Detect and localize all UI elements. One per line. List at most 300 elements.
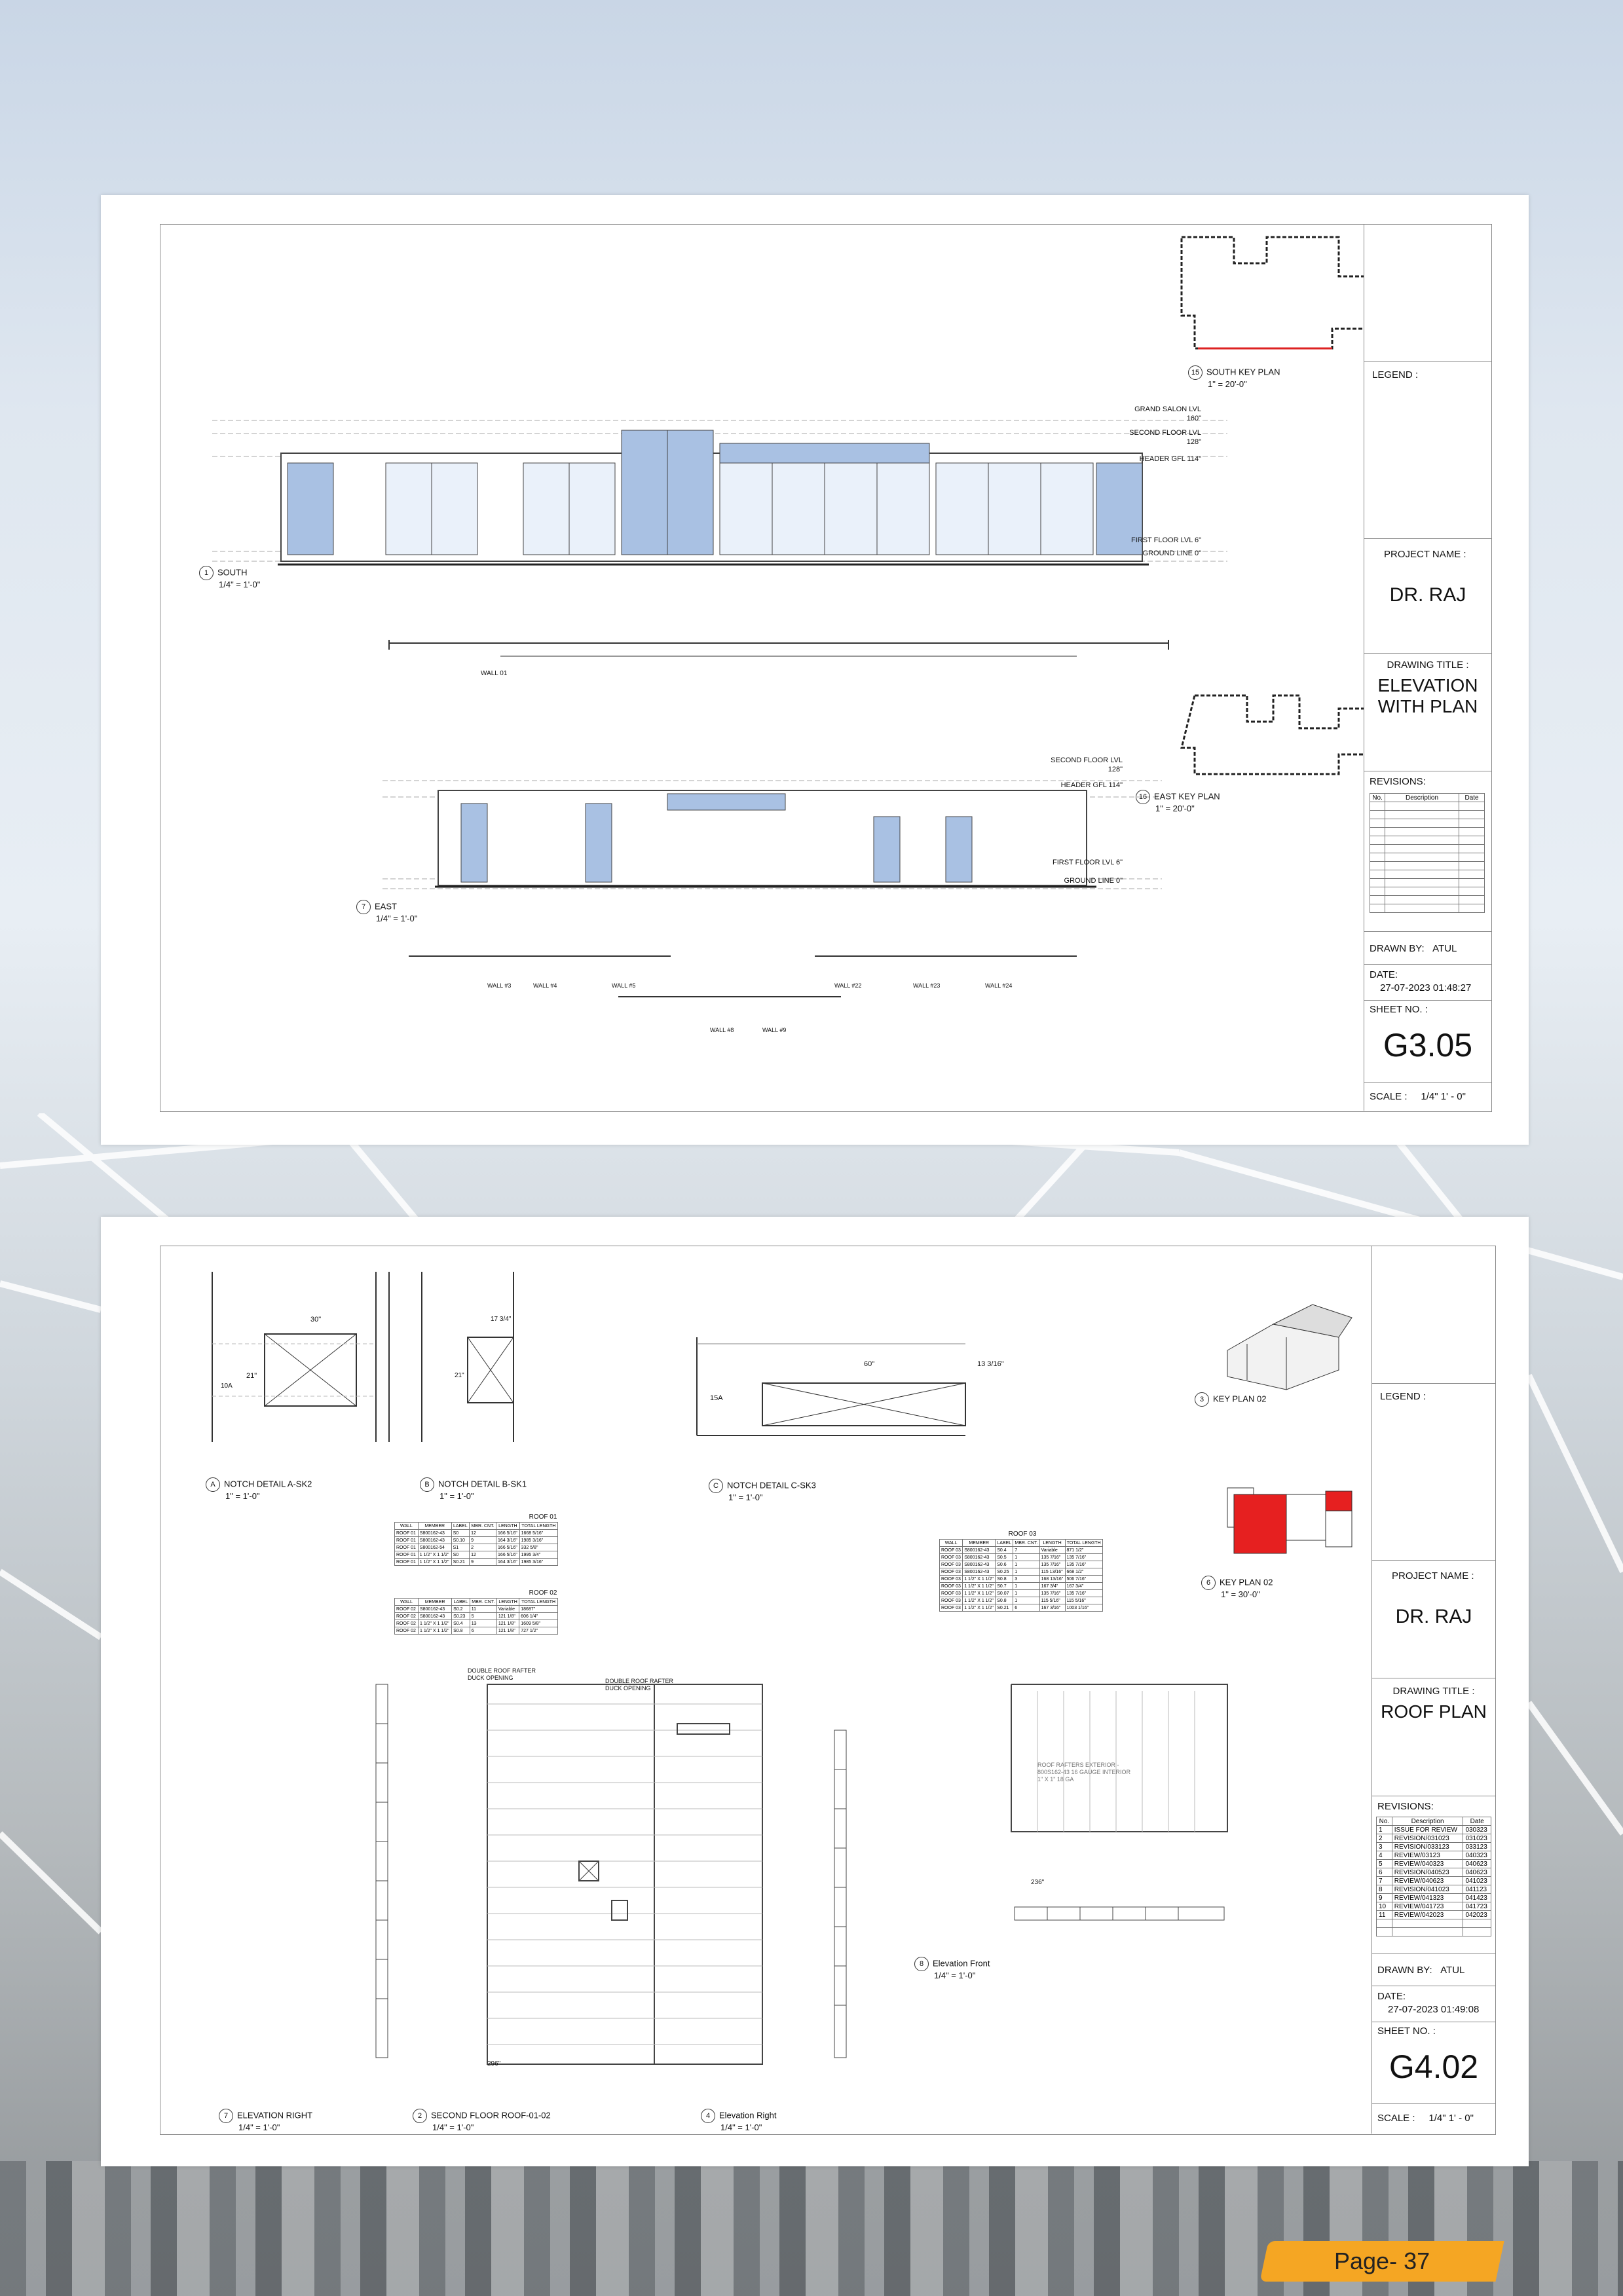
table-cell: S800162-43 [418,1613,451,1620]
view-caption-notch-a: A NOTCH DETAIL A-SK2 1" = 1'-0" [206,1477,312,1501]
drawn-by-label: DRAWN BY: [1377,1965,1432,1976]
table-cell: 18687" [519,1606,558,1613]
roof02-table [394,1598,558,1635]
view-caption-east-key-plan: 16 EAST KEY PLAN 1" = 20'-0" [1136,790,1220,813]
revisions-table [1370,793,1485,913]
table-row [395,1620,558,1627]
revision-cell: 033123 [1463,1843,1491,1851]
table-cell: S0.21 [996,1604,1013,1612]
table-cell: ROOF 02 [395,1613,419,1620]
revision-row [1377,1902,1491,1911]
table-cell: 121 1/8" [496,1620,519,1627]
elevation-right-4-drawing [834,1730,846,2058]
scale-value: 1/4" 1' - 0" [1428,2113,1474,2124]
wall-label: WALL 01 [481,670,508,677]
table-cell: 1003 1/16" [1065,1604,1102,1612]
wall-label: WALL #22 [834,982,862,989]
revision-cell: REVISION/033123 [1392,1843,1463,1851]
second-floor-roof-drawing [487,1684,762,2064]
revision-row [1377,1851,1491,1860]
table-header: TOTAL LENGTH [519,1599,558,1606]
table-cell: 1985 3/16" [519,1537,557,1544]
revision-cell [1377,1928,1392,1936]
table-cell: ROOF 01 [395,1544,419,1551]
revision-cell: REVIEW/040623 [1392,1877,1463,1885]
level-tag: GROUND LINE 0" [1142,549,1201,557]
sheet-no-label: SHEET NO. : [1377,2026,1436,2037]
table-row [940,1590,1103,1597]
east-elevation-drawing [435,790,1096,887]
table-row [940,1604,1103,1612]
revision-cell [1463,1928,1491,1936]
table-cell: 1 1/2" X 1 1/2" [418,1559,451,1566]
drawing-title-cell [1364,653,1491,771]
wall-label: WALL #4 [533,982,557,989]
table-cell: 135 7/16" [1065,1590,1102,1597]
table-header: TOTAL LENGTH [1065,1540,1102,1547]
drawing-title-label: DRAWING TITLE : [1387,659,1469,671]
revision-row [1377,1868,1491,1877]
date-cell [1364,964,1491,1001]
dim-label: 17 3/4" [491,1316,512,1323]
table-header: LABEL [451,1523,469,1530]
table-cell: ROOF 01 [395,1530,419,1537]
table-cell: S800162-43 [418,1606,451,1613]
table-cell: 13 [470,1620,496,1627]
roof02-title: ROOF 02 [529,1589,557,1597]
revision-row [1377,1843,1491,1851]
drawn-by-value: ATUL [1440,1965,1465,1976]
table-row [940,1547,1103,1554]
table-cell: S0.2 [452,1606,470,1613]
revision-cell: 6 [1377,1868,1392,1877]
table-cell: ROOF 01 [395,1551,419,1559]
table-cell: 1 1/2" X 1 1/2" [963,1583,996,1590]
view-caption-second-floor-roof: 2 SECOND FLOOR ROOF-01-02 1/4" = 1'-0" [413,2109,551,2132]
table-cell: 1 [1013,1561,1039,1568]
legend-cell [1364,361,1491,539]
table-header: WALL [395,1599,419,1606]
revision-cell: 040323 [1463,1851,1491,1860]
project-name: DR. RAJ [1389,584,1466,606]
table-cell: S800162-43 [963,1568,996,1576]
level-tag: SECOND FLOOR LVL 128" [1129,429,1201,446]
table-cell: S800162-43 [963,1554,996,1561]
table-cell: 1 1/2" X 1 1/2" [963,1590,996,1597]
table-row [395,1551,558,1559]
table-cell: 12 [470,1551,496,1559]
legend-cell [1372,1383,1495,1561]
table-cell: S0.4 [452,1620,470,1627]
wall-label: WALL #9 [762,1027,787,1033]
table-cell: ROOF 03 [940,1590,963,1597]
revision-cell: 9 [1377,1894,1392,1902]
view-caption-south: 1 SOUTH 1/4" = 1'-0" [199,566,260,589]
revision-row [1377,1826,1491,1834]
level-tag: FIRST FLOOR LVL 6" [1130,536,1201,544]
table-cell: S800162-43 [418,1530,451,1537]
table-cell: 121 1/8" [496,1627,519,1635]
table-row [395,1544,558,1551]
table-cell: 135 7/16" [1039,1590,1065,1597]
table-cell: 668 1/2" [1065,1568,1102,1576]
rev-header: Description [1385,794,1459,802]
table-cell: S0.8 [452,1627,470,1635]
table-cell: S800162-43 [418,1537,451,1544]
table-cell: 164 3/16" [496,1537,520,1544]
date-value: 27-07-2023 01:48:27 [1380,982,1472,993]
view-caption-notch-b: B NOTCH DETAIL B-SK1 1" = 1'-0" [420,1477,527,1501]
revision-cell: 041723 [1463,1902,1491,1911]
table-cell: S0.23 [452,1613,470,1620]
table-cell: S0.7 [996,1583,1013,1590]
dim-label: 10A [221,1382,233,1390]
revisions-table [1376,1817,1491,1936]
table-cell: 135 7/16" [1039,1561,1065,1568]
date-value: 27-07-2023 01:49:08 [1388,2004,1480,2015]
table-cell: 11 [470,1606,496,1613]
table-cell: 1 [1013,1597,1039,1604]
roof-03-plan-drawing [1011,1684,1227,1832]
notch-detail-b-drawing [422,1272,513,1442]
table-cell: 7 [1013,1547,1039,1554]
revision-row [1377,1919,1491,1928]
revision-row [1377,1877,1491,1885]
table-row [940,1561,1103,1568]
sheet-roof-plan [101,1217,1529,2166]
revision-cell [1392,1919,1463,1928]
roof03-title: ROOF 03 [1008,1530,1037,1538]
table-cell: 1 [1013,1583,1039,1590]
page-number-tag [1259,2241,1504,2282]
elevation-front-drawing [1015,1907,1224,1920]
table-cell: S0.8 [996,1597,1013,1604]
revision-cell [1392,1928,1463,1936]
wall-label: WALL #24 [985,982,1013,989]
drawing-title-cell [1372,1678,1495,1796]
table-cell: 115 13/16" [1039,1568,1065,1576]
legend-label: LEGEND : [1372,369,1419,380]
view-caption-elevation-right-4: 4 Elevation Right 1/4" = 1'-0" [701,2109,776,2132]
scale-value: 1/4" 1' - 0" [1421,1091,1466,1102]
level-tag: GRAND SALON LVL 160" [1134,405,1201,422]
table-row [940,1576,1103,1583]
table-cell: 3 [1013,1576,1039,1583]
level-tag: FIRST FLOOR LVL 6" [1052,859,1123,866]
dim-label: 15A [710,1394,723,1402]
drawing-note: DOUBLE ROOF RAFTER DUCK OPENING [468,1667,536,1681]
dim-label: 296" [487,2060,501,2067]
roof03-table [939,1539,1103,1612]
table-cell: S0.4 [996,1547,1013,1554]
drawing-note: ROOF RAFTERS EXTERIOR - 800S162-43 16 GAUGE INTERIOR 1" X 1" 18 GA [1037,1762,1131,1783]
revisions-label: REVISIONS: [1370,776,1426,787]
sheet-no-cell [1364,1000,1491,1083]
sheet1-title-block [1364,224,1491,1111]
key-plan-cell [1372,1246,1495,1384]
table-row [395,1530,558,1537]
view-caption-east: 7 EAST 1/4" = 1'-0" [356,900,417,923]
table-header: MEMBER [418,1599,451,1606]
legend-label: LEGEND : [1380,1391,1427,1402]
scale-row [1377,2113,1474,2124]
table-cell: 871 1/2" [1065,1547,1102,1554]
view-caption-elevation-front: 8 Elevation Front 1/4" = 1'-0" [914,1957,990,1980]
roof01-table [394,1522,558,1566]
wall-label: WALL #5 [612,982,636,989]
drawing-note: DOUBLE ROOF RAFTER DUCK OPENING [605,1678,674,1692]
sheet2-title-block [1371,1246,1495,2134]
revision-cell: 042023 [1463,1911,1491,1919]
table-header: WALL [395,1523,419,1530]
table-cell: 167 3/4" [1039,1583,1065,1590]
table-cell: Variable [1039,1547,1065,1554]
table-cell: 606 1/4" [519,1613,558,1620]
drawing-title-label: DRAWING TITLE : [1392,1686,1475,1697]
date-label: DATE: [1370,969,1398,980]
table-cell: 1 [1013,1554,1039,1561]
revision-row [1377,1860,1491,1868]
view-caption-notch-c: C NOTCH DETAIL C-SK3 1" = 1'-0" [709,1479,816,1502]
sheet-no: G3.05 [1383,1027,1473,1064]
revision-cell: 7 [1377,1877,1392,1885]
revisions-cell [1372,1796,1495,1953]
table-header: LABEL [996,1540,1013,1547]
drawn-by-value: ATUL [1432,943,1457,954]
table-header: MBR. CNT. [470,1599,496,1606]
wall-label: WALL #23 [913,982,941,989]
revision-cell: 041423 [1463,1894,1491,1902]
revision-cell [1463,1919,1491,1928]
revision-cell: 4 [1377,1851,1392,1860]
view-caption-key-plan-3: 3 KEY PLAN 02 [1195,1392,1266,1407]
project-cell [1372,1560,1495,1678]
table-row [395,1613,558,1620]
table-cell: 1 [1013,1590,1039,1597]
table-cell: 506 7/16" [1065,1576,1102,1583]
revision-row [1377,1885,1491,1894]
table-row [395,1559,558,1566]
table-header: WALL [940,1540,963,1547]
table-cell: 1668 5/16" [519,1530,557,1537]
sheet1-drawing [160,224,1364,1111]
dim-label: 30" [310,1316,322,1324]
rev-header: No. [1377,1817,1392,1826]
table-cell: 167 3/4" [1065,1583,1102,1590]
table-cell: ROOF 03 [940,1561,963,1568]
table-header: TOTAL LENGTH [519,1523,557,1530]
revision-cell: REVIEW/040323 [1392,1860,1463,1868]
table-cell: ROOF 01 [395,1559,419,1566]
revision-cell: REVIEW/041323 [1392,1894,1463,1902]
table-cell: S0.10 [451,1537,469,1544]
rev-header: Date [1459,794,1485,802]
drawn-by-cell [1372,1953,1495,1986]
drawn-by-cell [1364,931,1491,965]
table-header: MBR. CNT. [1013,1540,1039,1547]
table-cell: S0.6 [996,1561,1013,1568]
table-row [395,1606,558,1613]
wall-label: WALL #8 [710,1027,734,1033]
table-cell: S0.07 [996,1590,1013,1597]
table-cell: 1 1/2" X 1 1/2" [418,1620,451,1627]
sheet-no-cell [1372,2022,1495,2104]
date-cell [1372,1986,1495,2022]
revision-cell: REVISION/041023 [1392,1885,1463,1894]
notch-detail-c-drawing [697,1337,965,1435]
table-cell: ROOF 01 [395,1537,419,1544]
table-cell: 9 [470,1559,496,1566]
table-cell: ROOF 02 [395,1620,419,1627]
table-cell: 164 3/16" [496,1559,520,1566]
table-cell: S0.5 [996,1554,1013,1561]
scale-label: SCALE : [1377,2113,1415,2124]
table-cell: 135 7/16" [1065,1554,1102,1561]
revision-cell: 10 [1377,1902,1392,1911]
revision-cell: 11 [1377,1911,1392,1919]
revision-cell: 5 [1377,1860,1392,1868]
table-cell: 135 7/16" [1039,1554,1065,1561]
dim-label: 21" [455,1372,464,1379]
table-cell: 2 [470,1544,496,1551]
revision-cell: ISSUE FOR REVIEW [1392,1826,1463,1834]
revision-cell [1377,1919,1392,1928]
table-cell: 1995 3/4" [519,1551,557,1559]
table-cell: 1 1/2" X 1 1/2" [963,1597,996,1604]
rev-header: No. [1370,794,1385,802]
dim-label: 60" [864,1360,875,1368]
page-number: Page- 37 [1334,2248,1430,2274]
elevation-right-7-drawing [376,1684,388,2058]
table-cell: S0 [451,1551,469,1559]
table-cell: S800162-43 [963,1547,996,1554]
revision-row [1377,1894,1491,1902]
table-cell: ROOF 02 [395,1606,419,1613]
revision-cell: 3 [1377,1843,1392,1851]
revision-row [1377,1911,1491,1919]
table-cell: ROOF 03 [940,1583,963,1590]
table-cell: 121 1/8" [496,1613,519,1620]
revision-cell: REVISION/031023 [1392,1834,1463,1843]
table-cell: 727 1/2" [519,1627,558,1635]
revision-cell: 8 [1377,1885,1392,1894]
table-row [395,1627,558,1635]
table-cell: 1985 3/16" [519,1559,557,1566]
revision-cell: 041123 [1463,1885,1491,1894]
table-row [940,1597,1103,1604]
revision-cell: 041023 [1463,1877,1491,1885]
table-cell: ROOF 02 [395,1627,419,1635]
table-cell: 9 [470,1537,496,1544]
table-cell: 1 [1013,1568,1039,1576]
rev-header: Description [1392,1817,1463,1826]
table-cell: ROOF 03 [940,1568,963,1576]
table-header: LENGTH [496,1523,520,1530]
table-cell: 5 [470,1613,496,1620]
revision-row [1377,1928,1491,1936]
table-cell: ROOF 03 [940,1604,963,1612]
table-row [940,1568,1103,1576]
level-tag: HEADER GFL 114" [1139,455,1201,463]
table-header: LENGTH [496,1599,519,1606]
project-label: PROJECT NAME : [1384,549,1466,560]
table-header: MEMBER [418,1523,451,1530]
drawing-title: ELEVATION WITH PLAN [1377,675,1478,716]
table-cell: 1 1/2" X 1 1/2" [963,1604,996,1612]
sheet-no: G4.02 [1389,2048,1479,2085]
dim-label: 21" [246,1372,257,1380]
dim-label: 236" [1031,1879,1045,1886]
sheet2-drawing [160,1246,1371,2134]
table-cell: 1 1/2" X 1 1/2" [418,1627,451,1635]
table-header: MEMBER [963,1540,996,1547]
table-cell: 12 [470,1530,496,1537]
revision-cell: 1 [1377,1826,1392,1834]
revision-cell: REVISION/040523 [1392,1868,1463,1877]
drawing-title: ROOF PLAN [1381,1701,1487,1722]
table-row [395,1537,558,1544]
revision-cell: REVIEW/041723 [1392,1902,1463,1911]
table-cell: ROOF 03 [940,1554,963,1561]
table-cell: 115 5/16" [1039,1597,1065,1604]
east-key-plan-drawing [1182,695,1364,774]
table-cell: 166 5/16" [496,1544,520,1551]
table-cell: S0.25 [996,1568,1013,1576]
project-name: DR. RAJ [1395,1606,1472,1627]
level-tag: SECOND FLOOR LVL 128" [1051,756,1123,773]
table-cell: 167 3/16" [1039,1604,1065,1612]
table-cell: S0 [451,1530,469,1537]
table-cell: 166 5/16" [496,1551,520,1559]
scale-row [1370,1091,1466,1102]
key-plan-cell [1364,224,1491,362]
table-cell: 166 5/16" [496,1530,520,1537]
revision-cell: REVIEW/042023 [1392,1911,1463,1919]
roof01-title: ROOF 01 [529,1513,557,1521]
scale-label: SCALE : [1370,1091,1408,1102]
view-caption-key-plan-6: 6 KEY PLAN 02 1" = 30'-0" [1201,1576,1273,1599]
project-label: PROJECT NAME : [1392,1570,1474,1582]
table-row [940,1554,1103,1561]
table-cell: Variable [496,1606,519,1613]
drawn-by-label: DRAWN BY: [1370,943,1425,954]
table-cell: ROOF 03 [940,1576,963,1583]
table-cell: ROOF 03 [940,1547,963,1554]
table-cell: 115 5/16" [1065,1597,1102,1604]
notch-detail-a-drawing [212,1272,389,1442]
table-cell: 6 [1013,1604,1039,1612]
revisions-cell [1364,771,1491,932]
level-tag: HEADER GFL 114" [1060,781,1123,789]
table-cell: S0.8 [996,1576,1013,1583]
table-cell: S800162-43 [963,1561,996,1568]
revision-cell: 2 [1377,1834,1392,1843]
table-cell: 1 1/2" X 1 1/2" [418,1551,451,1559]
table-header: MBR. CNT. [470,1523,496,1530]
table-cell: 1 1/2" X 1 1/2" [963,1576,996,1583]
table-cell: 168 13/16" [1039,1576,1065,1583]
table-cell: ROOF 03 [940,1597,963,1604]
rev-header: Date [1463,1817,1491,1826]
table-cell: S1 [451,1544,469,1551]
table-cell: 6 [470,1627,496,1635]
level-tag: GROUND LINE 0" [1064,877,1123,885]
table-header: LENGTH [1039,1540,1065,1547]
table-header: LABEL [452,1599,470,1606]
table-cell: 135 7/16" [1065,1561,1102,1568]
key-plan-02-iso-drawing [1227,1305,1352,1390]
date-label: DATE: [1377,1991,1406,2002]
